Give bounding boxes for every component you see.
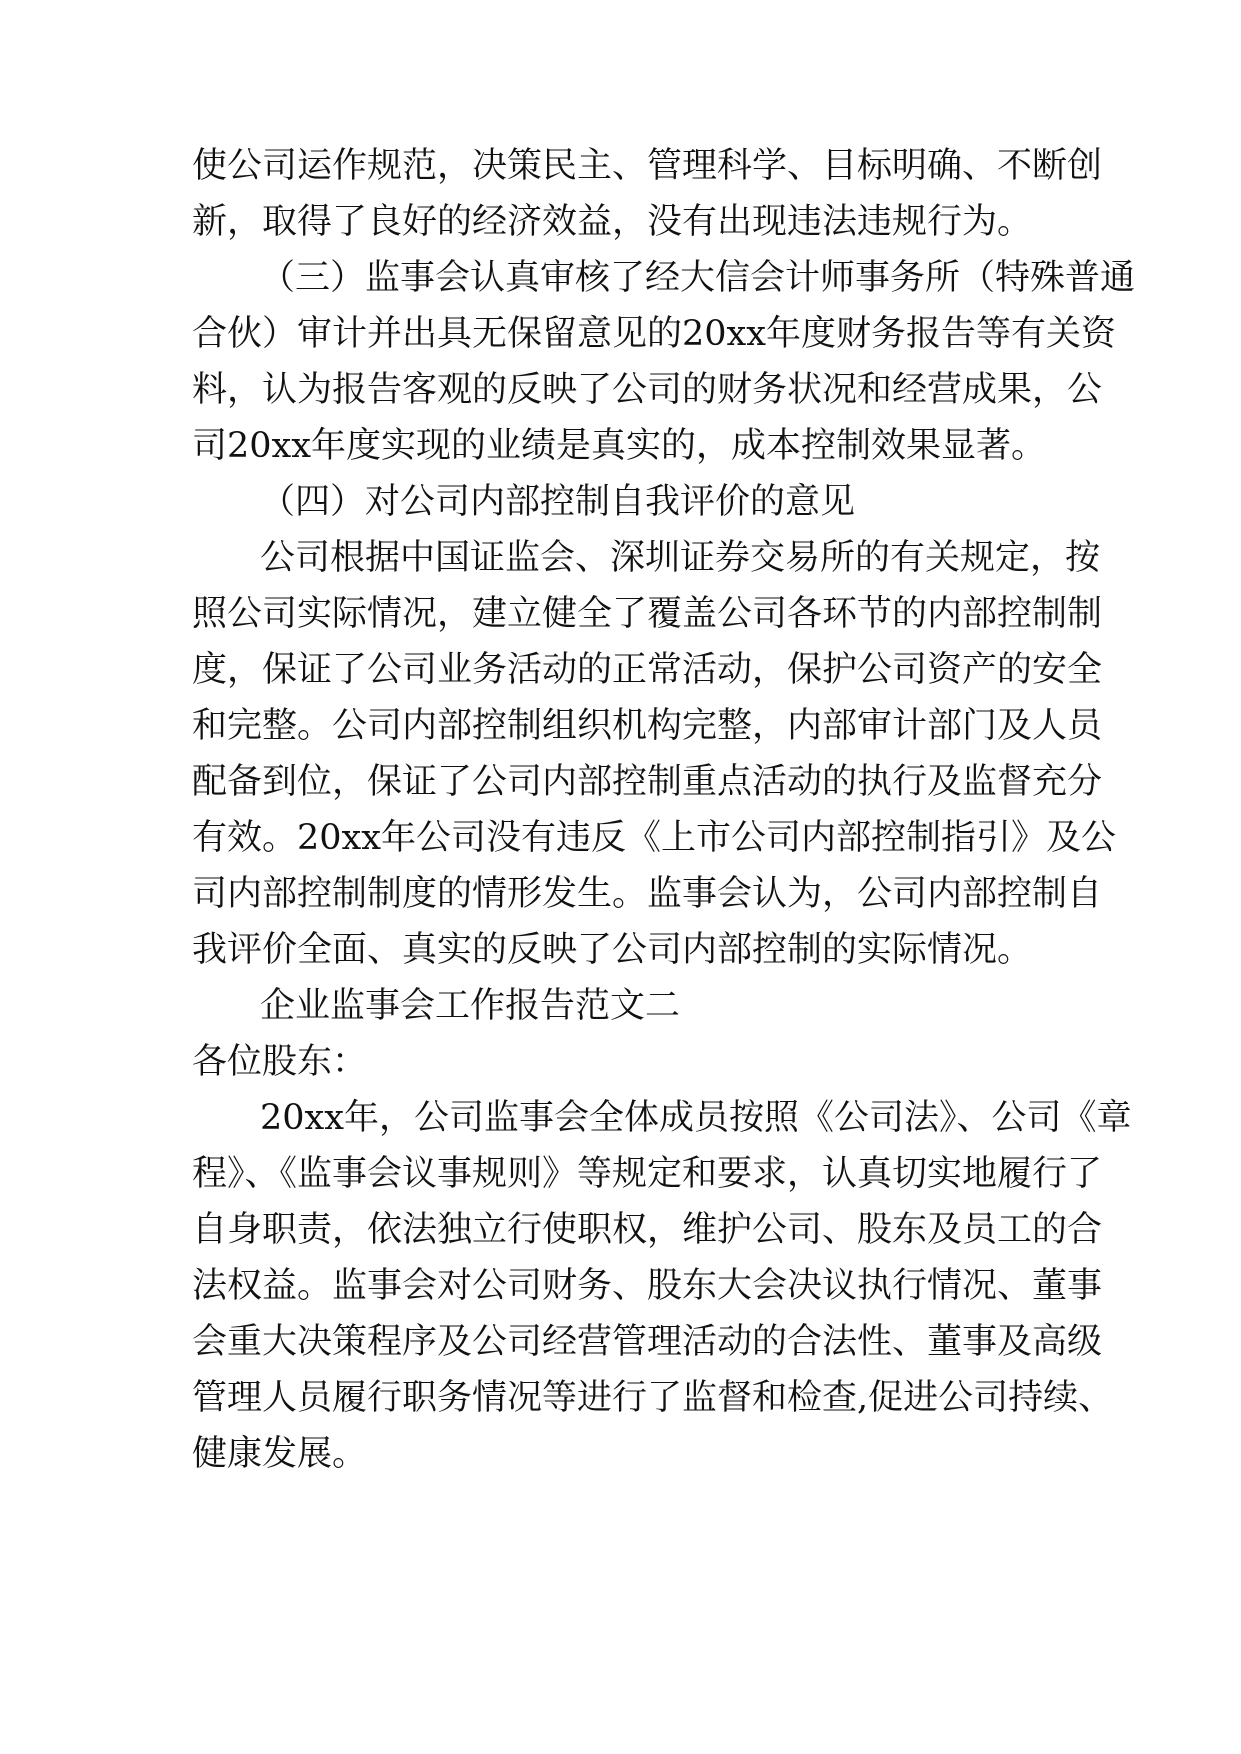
text-line: 新，取得了良好的经济效益，没有出现违法违规行为。 [192, 202, 1033, 242]
text-line: 料，认为报告客观的反映了公司的财务状况和经营成果，公 [192, 370, 1103, 410]
text-line: 我评价全面、真实的反映了公司内部控制的实际情况。 [192, 930, 1033, 970]
text-line: （三）监事会认真审核了经大信会计师事务所（特殊普通 [260, 258, 1136, 298]
text-line: 使公司运作规范，决策民主、管理科学、目标明确、不断创 [192, 146, 1103, 186]
text-line: 管理人员履行职务情况等进行了监督和检查,促进公司持续、 [192, 1378, 1114, 1418]
text-line: 公司根据中国证监会、深圳证券交易所的有关规定，按 [260, 538, 1101, 578]
text-line: 合伙）审计并出具无保留意见的20xx年度财务报告等有关资 [192, 314, 1117, 354]
text-line: 20xx年，公司监事会全体成员按照《公司法》、公司《章 [260, 1098, 1132, 1138]
salutation: 各位股东： [192, 1042, 368, 1082]
text-line: 和完整。公司内部控制组织机构完整，内部审计部门及人员 [192, 706, 1103, 746]
text-line: 司20xx年度实现的业绩是真实的，成本控制效果显著。 [192, 426, 1047, 466]
text-line: 度，保证了公司业务活动的正常活动，保护公司资产的安全 [192, 650, 1103, 690]
document-title: 企业监事会工作报告范文二 [260, 986, 681, 1026]
section-heading: （四）对公司内部控制自我评价的意见 [260, 482, 856, 522]
text-line: 有效。20xx年公司没有违反《上市公司内部控制指引》及公 [192, 818, 1117, 858]
text-line: 法权益。监事会对公司财务、股东大会决议执行情况、董事 [192, 1266, 1103, 1306]
text-line: 司内部控制制度的情形发生。监事会认为，公司内部控制自 [192, 874, 1103, 914]
text-line: 程》、《监事会议事规则》等规定和要求，认真切实地履行了 [192, 1154, 1103, 1194]
text-line: 自身职责，依法独立行使职权，维护公司、股东及员工的合 [192, 1210, 1103, 1250]
text-line: 会重大决策程序及公司经营管理活动的合法性、董事及高级 [192, 1322, 1103, 1362]
text-line: 健康发展。 [192, 1434, 368, 1474]
text-line: 照公司实际情况，建立健全了覆盖公司各环节的内部控制制 [192, 594, 1103, 634]
text-line: 配备到位，保证了公司内部控制重点活动的执行及监督充分 [192, 762, 1103, 802]
